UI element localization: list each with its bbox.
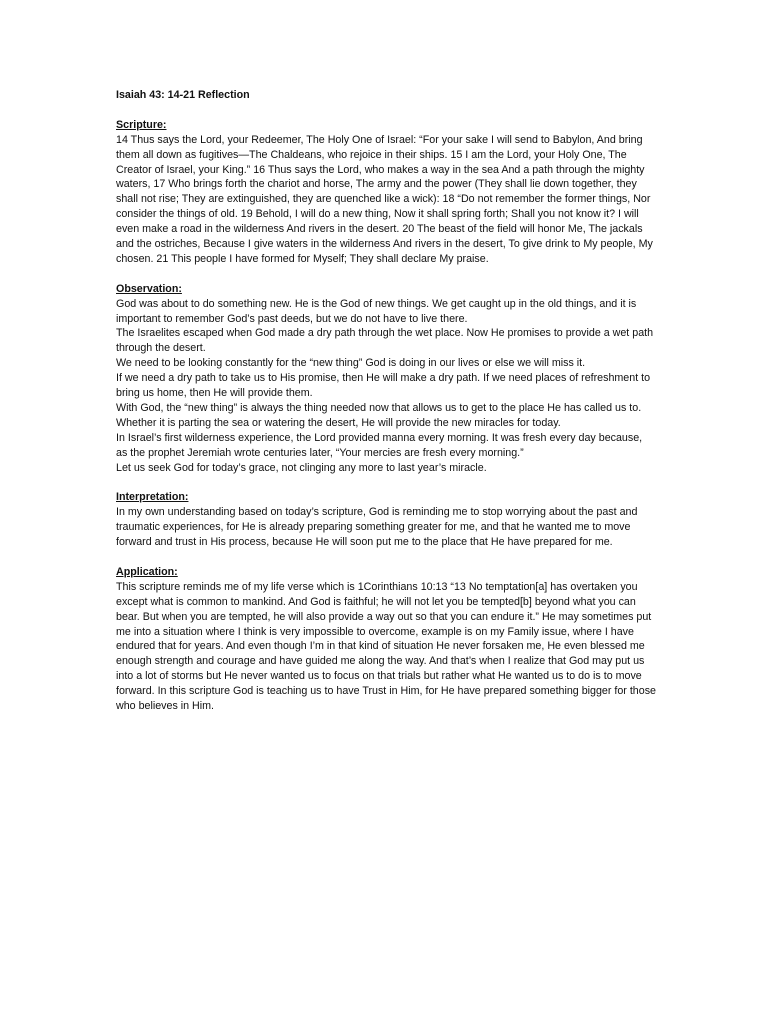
document-page [116,88,656,729]
document-title: Isaiah 43: 14-21 Reflection [116,89,250,101]
observation-paragraph: Whether it is parting the sea or watering the desert, He will provide the new miracles for today. [116,416,561,429]
application-paragraph: This scripture reminds me of my life verse which is 1Corinthians 10:13 “13 No temptation[a] has overtaken you except what is common to mankind. And God is faithful; he will not let you be tempted[b] beyond what you can bear. But when you are tempted, he will also provide a way out so that you can endure it.” He may sometimes put me into a situation where I think is very impossible to overcome, example is on my Family issue, where I have endured that for years. And even though I’m in that kind of situation He never forsaken me, He even blessed me enough strength and courage and have guided me along the way. And that’s when I realize that God may put us into a lot of storms but He never wanted us to focus on that trials but rather what He wanted us to do is to move forward. In this scripture God is teaching us to have Trust in Him, for He have prepared something bigger for those who believes in Him. [116,580,656,713]
observation-section [116,282,656,476]
observation-heading: Observation: [116,282,182,295]
observation-paragraph: Let us seek God for today’s grace, not clinging any more to last year’s miracle. [116,461,487,474]
observation-paragraph: We need to be looking constantly for the “new thing” God is doing in our lives or else we will miss it. [116,357,586,370]
interpretation-heading: Interpretation: [116,491,189,504]
interpretation-section [116,490,656,550]
application-heading: Application: [116,565,178,578]
scripture-heading: Scripture: [116,118,167,131]
scripture-paragraph: 14 Thus says the Lord, your Redeemer, The Holy One of Israel: “For your sake I will send to Babylon, And bring them all down as fugitives—The Chaldeans, who rejoice in their ships. 15 I am the Lord, your Holy One, The Creator of Israel, your King.” 16 Thus says the Lord, who makes a way in the sea And a path through the mighty waters, 17 Who brings forth the chariot and horse, The army and the power (They shall lie down together, they shall not rise; They are extinguished, they are quenched like a wick): 18 “Do not remember the former things, Nor consider the things of old. 19 Behold, I will do a new thing, Now it shall spring forth; Shall you not know it? I will even make a road in the wilderness And rivers in the desert. 20 The beast of the field will honor Me, The jackals and the ostriches, Because I give waters in the wilderness And rivers in the desert, To give drink to My people, My chosen. 21 This people I have formed for Myself; They shall declare My praise. [116,133,653,265]
scripture-section [116,118,656,267]
interpretation-paragraph: In my own understanding based on today’s scripture, God is reminding me to stop worrying about the past and traumatic experiences, for He is already preparing something greater for me, and that he wanted me to move forward and trust in His process, because He will soon put me to the place that He have prepared for me. [116,506,638,549]
observation-paragraph: In Israel’s first wilderness experience, the Lord provided manna every morning. It was fresh every day because, as the prophet Jeremiah wrote centuries later, “Your mercies are fresh every morning.” [116,431,643,459]
observation-paragraph: The Israelites escaped when God made a dry path through the wet place. Now He promises to provide a wet path through the desert. [116,327,654,355]
observation-paragraph: If we need a dry path to take us to His promise, then He will make a dry path. If we need places of refreshment to bring us home, then He will provide them. [116,372,651,400]
observation-paragraph: With God, the “new thing” is always the thing needed now that allows us to get to the place He has called us to. [116,402,642,414]
application-section [116,565,656,714]
observation-paragraph: God was about to do something new. He is the God of new things. We get caught up in the old things, and it is important to remember God’s past deeds, but we do not have to live there. [116,297,637,325]
